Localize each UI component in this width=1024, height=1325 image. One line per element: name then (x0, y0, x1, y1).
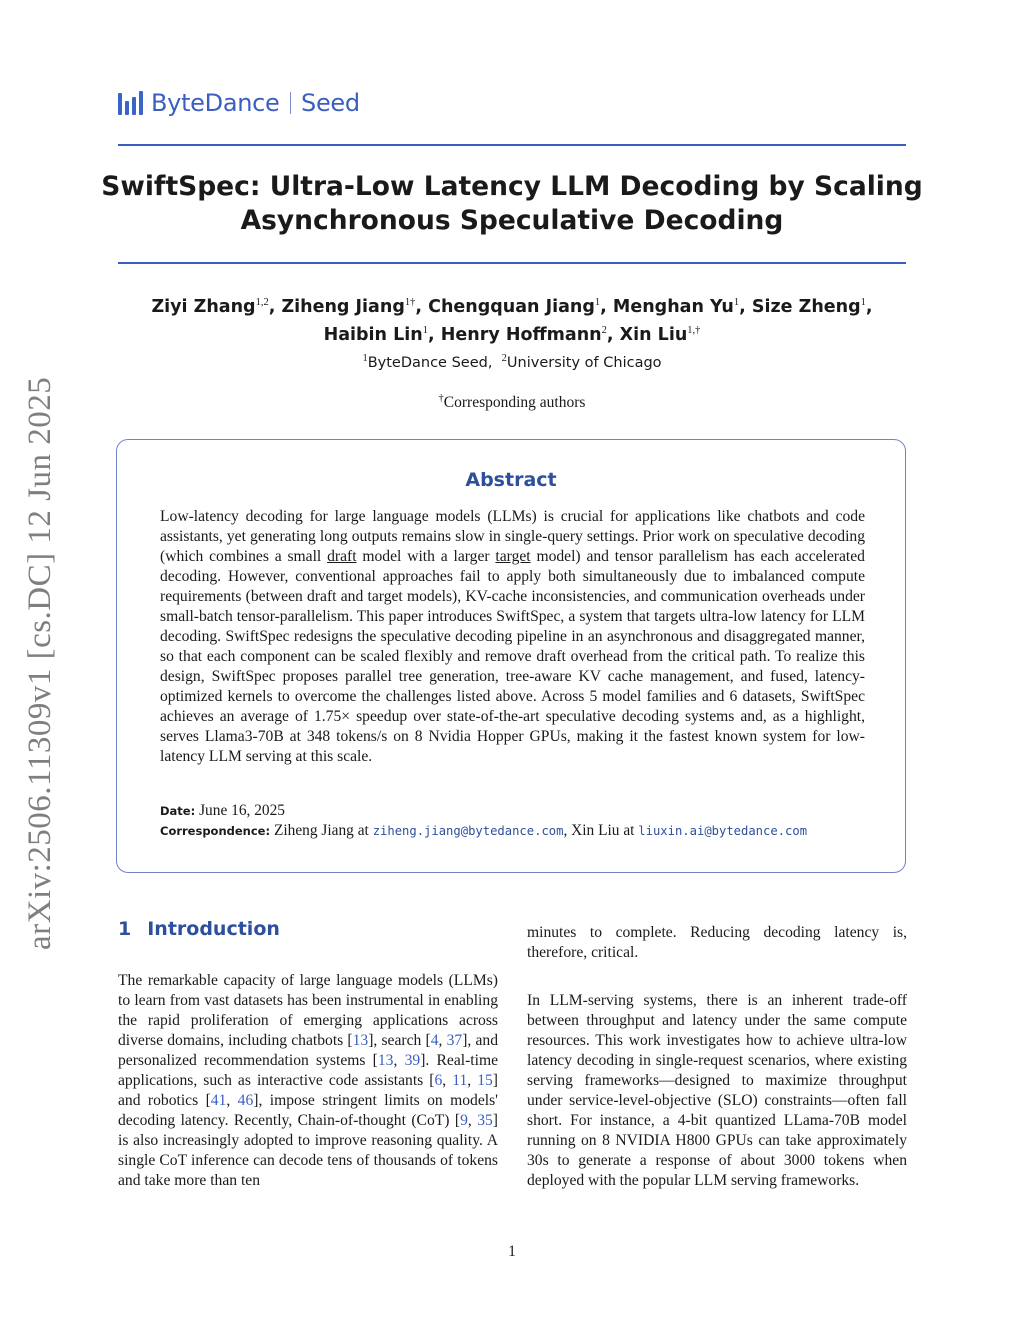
intro-text-part: ], and personalized recommendation systems [ (118, 1032, 498, 1069)
abstract-underlined-target: target (495, 548, 531, 565)
affiliation-name: ByteDance Seed (367, 354, 488, 371)
intro-text-part: , (438, 1032, 447, 1049)
intro-text-part: , (442, 1072, 453, 1089)
author-affiliation-mark: 1† (404, 297, 416, 308)
logo-product-name: Seed (301, 89, 360, 117)
title-top-rule (118, 144, 906, 146)
intro-right-paragraph-continuation: minutes to complete. Reducing decoding latency is, therefore, critical. (527, 924, 907, 961)
affiliation-name: University of Chicago (506, 354, 662, 371)
citation-link[interactable]: 9 (460, 1112, 468, 1129)
citation-link[interactable]: 46 (237, 1092, 254, 1109)
author-name: Ziheng Jiang (281, 296, 405, 317)
author-affiliation-mark: 1 (594, 297, 601, 308)
author-line-1: Ziyi Zhang$^{1,2}$, Ziheng Jiang$^{1\dagger}$, Chengquan Jiang$^1$, Menghan Yu$^1$, Size Zheng$^1$, (151, 296, 873, 317)
author-affiliation-mark: 1 (860, 297, 866, 308)
citation-link[interactable]: 6 (434, 1072, 443, 1089)
bytedance-bars-icon (118, 91, 143, 115)
corresponding-authors-note (100, 393, 924, 412)
paper-title-line-2: Asynchronous Speculative Decoding (240, 205, 784, 236)
arxiv-identifier-stamp: arXiv:2506.11309v1 [cs.DC] 12 Jun 2025 (22, 376, 58, 950)
contact2-email-link[interactable]: liuxin.ai@bytedance.com (638, 824, 808, 838)
author-name: Henry Hoffmann (440, 324, 602, 345)
author-name: Haibin Lin (323, 324, 423, 345)
abstract-heading: Abstract (465, 469, 557, 491)
intro-text-part: , (393, 1052, 405, 1069)
author-affiliation-mark: 1 (422, 324, 428, 336)
affiliation-mark: 2 (501, 353, 507, 364)
author-affiliation-mark: 1 (733, 297, 740, 308)
logo-separator (290, 92, 292, 114)
abstract-text-part: Low-latency decoding for large language models (LLMs) is crucial for applications like chatbots and code assistants, yet generating long outputs remains slow in single-query settings. Prior work on speculative decoding (which combines a small (160, 508, 865, 565)
citation-link[interactable]: 35 (477, 1112, 493, 1129)
logo-brand-name: ByteDance (151, 89, 280, 117)
corresponding-text: Corresponding authors (443, 394, 586, 412)
author-line-2: Haibin Lin$^1$, Henry Hoffmann$^2$, Xin Liu$^{1,\dagger}$ (323, 324, 701, 345)
author-affiliation-mark: 1,† (687, 324, 701, 336)
intro-text-part: ]. Real-time applications, such as interactive code assistants [ (118, 1052, 499, 1089)
abstract-body (160, 507, 865, 767)
date-value: June 16, 2025 (199, 802, 285, 819)
intro-text-part: The remarkable capacity of large language models (LLMs) to learn from vast datasets has been instrumental in enabling the rapid proliferation of emerging applications across diverse domains, including chatbots [ (118, 972, 498, 1049)
citation-link[interactable]: 41 (210, 1092, 227, 1109)
author-affiliation-mark: 1,2 (255, 297, 269, 308)
contact1-name: Ziheng Jiang at (273, 822, 373, 839)
intro-text-part: ], impose stringent limits on models' decoding latency. Recently, Chain-of-thought (CoT) [ (118, 1092, 498, 1129)
title-bottom-rule (118, 262, 906, 264)
affiliation-mark: 1 (362, 353, 368, 364)
intro-text-part: , (226, 1092, 238, 1109)
intro-text-part: ], search [ (368, 1032, 431, 1049)
intro-text-part: ] is also increasingly adopted to improve reasoning quality. A single CoT inference can decode tens of thousands of tokens and take more than ten (118, 1112, 498, 1189)
correspondence-label: Correspondence: (160, 824, 271, 838)
paper-title-line-1: SwiftSpec: Ultra-Low Latency LLM Decoding by Scaling (101, 171, 923, 202)
correspondence-line (160, 822, 807, 840)
section-number: 1 (118, 918, 132, 940)
author-name: Chengquan Jiang (428, 296, 595, 317)
author-name: Xin Liu (619, 324, 688, 345)
bytedance-seed-logo (118, 88, 360, 118)
abstract-text-part: model) and tensor parallelism has each accelerated decoding. However, conventional approaches fail to apply both simultaneously due to imbalanced compute requirements (between draft and target models), KV-cache inconsistencies, and communication overheads under small-batch tensor-parallelism. This paper introduces SwiftSpec, a system that targets ultra-low latency for LLM decoding. SwiftSpec redesigns the speculative decoding pipeline in an asynchronous and disaggregated manner, so that each component can be scaled flexibly and remove draft overhead from the critical path. To realize this design, SwiftSpec proposes parallel tree generation, tree-aware KV cache management, and fused, latency-optimized kernels to overcome the challenges listed above. Across 5 model families and 6 datasets, SwiftSpec achieves an average of 1.75× speedup over state-of-the-art speculative decoding systems and, as a highlight, serves Llama3-70B at 348 tokens/s on 8 Nvidia Hopper GPUs, making it the fastest known system for low-latency LLM serving at this scale. (160, 548, 865, 765)
intro-text-part: ] and robotics [ (118, 1072, 498, 1109)
citation-link[interactable]: 13 (352, 1032, 369, 1049)
corresponding-mark: † (438, 393, 444, 404)
citation-link[interactable]: 11 (452, 1072, 468, 1089)
abstract-underlined-draft: draft (327, 548, 357, 565)
author-affiliation-mark: 2 (601, 324, 607, 336)
contact1-email-link[interactable]: ziheng.jiang@bytedance.com (372, 824, 564, 838)
affiliations: $^1$ByteDance Seed, $^2$University of Chicago (362, 353, 662, 371)
page-number: 1 (508, 1243, 516, 1260)
author-list (100, 291, 924, 347)
intro-right-paragraph: In LLM-serving systems, there is an inherent trade-off between throughput and latency under the same compute resources. This work investigates how to achieve ultra-low latency decoding in single-request scenarios, where existing serving frameworks—designed to maximize throughput under service-level-objective (SLO) constraints—often fall short. For instance, a 4-bit quantized LLama-70B model running on 8 NVIDIA H800 GPUs can take approximately 30s to generate a response of about 3000 tokens when deployed with the popular LLM serving frameworks. (527, 992, 907, 1189)
abstract-text-part: model with a larger (356, 548, 496, 565)
contact-separator: , Xin Liu at (563, 822, 639, 839)
citation-link[interactable]: 37 (446, 1032, 463, 1049)
citation-link[interactable]: 15 (477, 1072, 493, 1089)
section-heading-introduction (118, 918, 280, 940)
citation-link[interactable]: 4 (430, 1032, 439, 1049)
date-line (160, 802, 285, 820)
author-name: Size Zheng (751, 296, 861, 317)
intro-text-part: , (467, 1072, 478, 1089)
paper-title (100, 170, 924, 238)
intro-text-part: , (467, 1112, 478, 1129)
citation-link[interactable]: 13 (377, 1052, 394, 1069)
author-name: Menghan Yu (612, 296, 734, 317)
date-label: Date: (160, 804, 196, 818)
section-title: Introduction (147, 918, 280, 940)
citation-link[interactable]: 39 (404, 1052, 421, 1069)
intro-left-paragraph (118, 971, 498, 1191)
author-name: Ziyi Zhang (151, 296, 256, 317)
